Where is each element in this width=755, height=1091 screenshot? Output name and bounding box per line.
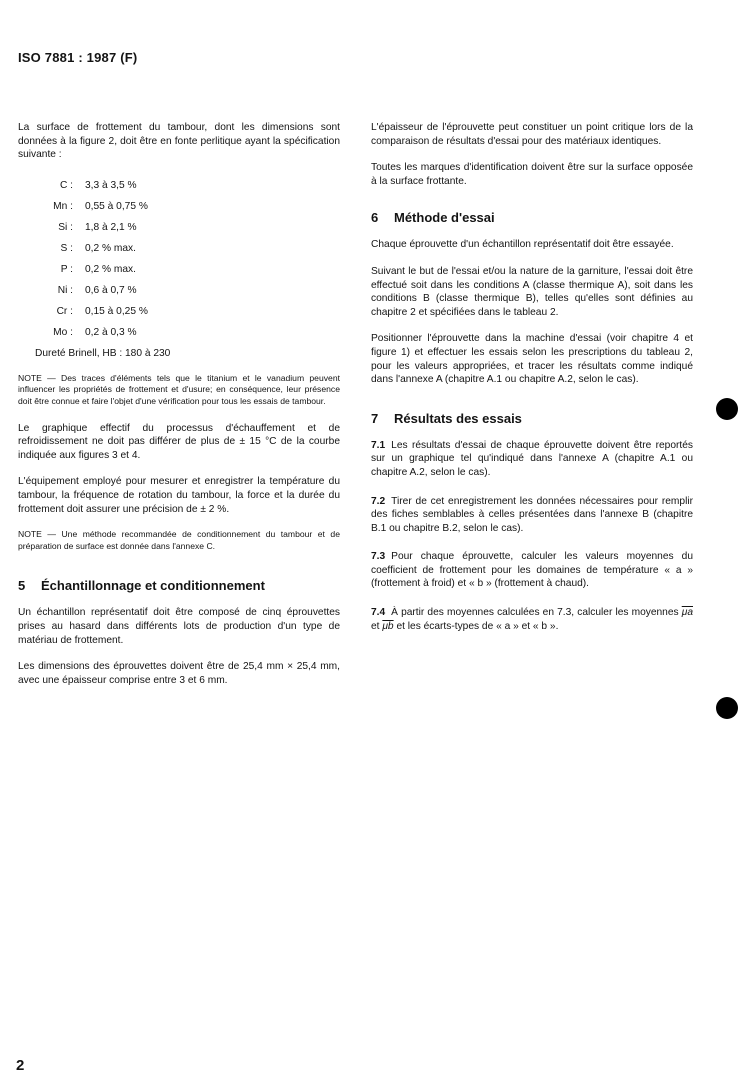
paragraph-equipment: L'équipement employé pour mesurer et enregistrer la température du tambour, la fréquence de rotation du tambour, la force et la durée du frottement doit assurer une précision de ± 2 %. (18, 476, 340, 515)
page-number: 2 (16, 1057, 25, 1074)
composition-row-c: C : 3,3 à 3,5 % (59, 179, 137, 191)
paragraph-thickness: L'épaisseur de l'éprouvette peut constituer un point critique lors de la comparaison de résultats d'essai pour des matériaux identiques. (371, 122, 693, 147)
section-6-heading (371, 210, 693, 225)
section-5-heading (18, 578, 340, 593)
composition-row-mn: Mn : 0,55 à 0,75 % (53, 200, 148, 212)
clause-7-2: 7.2 Tirer de cet enregistrement les données nécessaires pour remplir des fiches semblables à celles présentées dans l'annexe B (chapitre B.1 ou chapitre B.2, selon le cas). (371, 495, 693, 534)
section-5-paragraph-1: Un échantillon représentatif doit être composé de cinq éprouvettes prises au hasard dans différents lots de production d'un type de matériau de frottement. (18, 607, 340, 646)
section-6-paragraph-1: Chaque éprouvette d'un échantillon représentatif doit être essayée. (371, 239, 674, 251)
section-5-paragraph-2: Les dimensions des éprouvettes doivent être de 25,4 mm × 25,4 mm, avec une épaisseur comprise entre 3 et 6 mm. (18, 661, 340, 686)
composition-row-s: S : 0,2 % max. (60, 242, 136, 254)
composition-row-cr: Cr : 0,15 à 0,25 % (56, 305, 148, 317)
section-7-number: 7 (371, 410, 379, 426)
brinell-hardness: Dureté Brinell, HB : 180 à 230 (35, 347, 171, 359)
note-trace-elements: NOTE — Des traces d'éléments tels que le titanium et le vanadium peuvent influencer les propriétés de frottement et d'usure; en conséquence, leur présence doit être connue et faire l'objet d'une vérification pour tous les essais de tambour. (18, 372, 340, 406)
section-6-paragraph-3: Positionner l'éprouvette dans la machine d'essai (voir chapitre 4 et figure 1) et effectuer les essais selon les prescriptions du tableau 2, pour les valeurs appropriées, et tracer les résultats comme indiqué dans l'annexe A (chapitre A.1 ou chapitre A.2, selon le cas). (371, 333, 693, 386)
section-6-title: Méthode d'essai (394, 210, 495, 226)
section-6-number: 6 (371, 210, 379, 226)
paragraph-marks: Toutes les marques d'identification doivent être sur la surface opposée à la surface frottante. (371, 162, 693, 187)
note-conditioning: NOTE — Une méthode recommandée de conditionnement du tambour et de préparation de surface est donnée dans l'annexe C. (18, 529, 340, 551)
composition-row-mo: Mo : 0,2 à 0,3 % (53, 326, 137, 338)
margin-bullet-mark (716, 398, 738, 420)
composition-row-p: P : 0,2 % max. (60, 263, 136, 275)
clause-7-1: 7.1 Les résultats d'essai de chaque éprouvette doivent être reportés sur un graphique tel qu'indiqué dans l'annexe A (chapitre A.1 ou chapitre A.2, selon le cas). (371, 439, 693, 478)
right-column (371, 121, 693, 648)
mu-a-symbol: $\overline{\mu a}$ (681, 607, 693, 619)
composition-list (18, 175, 340, 362)
section-5-number: 5 (18, 578, 26, 594)
composition-row-ni: Ni : 0,6 à 0,7 % (57, 284, 137, 296)
section-7-items (371, 439, 693, 634)
clause-7-3: 7.3 Pour chaque éprouvette, calculer les valeurs moyennes du coefficient de frottement pour les domaines de température « a » (frottement à froid) et « b » (frottement à chaud). (371, 551, 693, 590)
section-7-title: Résultats des essais (394, 410, 522, 426)
section-6-paragraph-2: Suivant le but de l'essai et/ou la nature de la garniture, l'essai doit être effectué soit dans les conditions A (classe thermique A), soit dans les conditions B (classe thermique B), telles qu'elles sont définies au chapitre 2 et spécifiées dans le tableau 2. (371, 265, 693, 318)
clause-7-4: 7.4 À partir des moyennes calculées en 7.3, calculer les moyennes $\overline{\mu a}$ et $\overline{\mu b}$ et les écarts-types de « a » et « b ». (371, 607, 693, 632)
composition-row-si: Si : 1,8 à 2,1 % (58, 221, 137, 233)
document-header: ISO 7881 : 1987 (F) (18, 50, 138, 65)
intro-paragraph: La surface de frottement du tambour, dont les dimensions sont données à la figure 2, doit être en fonte perlitique ayant la spécification suivante : (18, 122, 340, 161)
section-7-heading (371, 411, 693, 426)
section-5-title: Échantillonnage et conditionnement (41, 578, 265, 594)
left-column (18, 121, 340, 700)
mu-b-symbol: $\overline{\mu b}$ (382, 620, 394, 632)
margin-bullet-mark (716, 697, 738, 719)
paragraph-heating-graph: Le graphique effectif du processus d'échauffement et de refroidissement ne doit pas différer de plus de ± 15 °C de la courbe indiquée aux figures 3 et 4. (18, 422, 340, 461)
